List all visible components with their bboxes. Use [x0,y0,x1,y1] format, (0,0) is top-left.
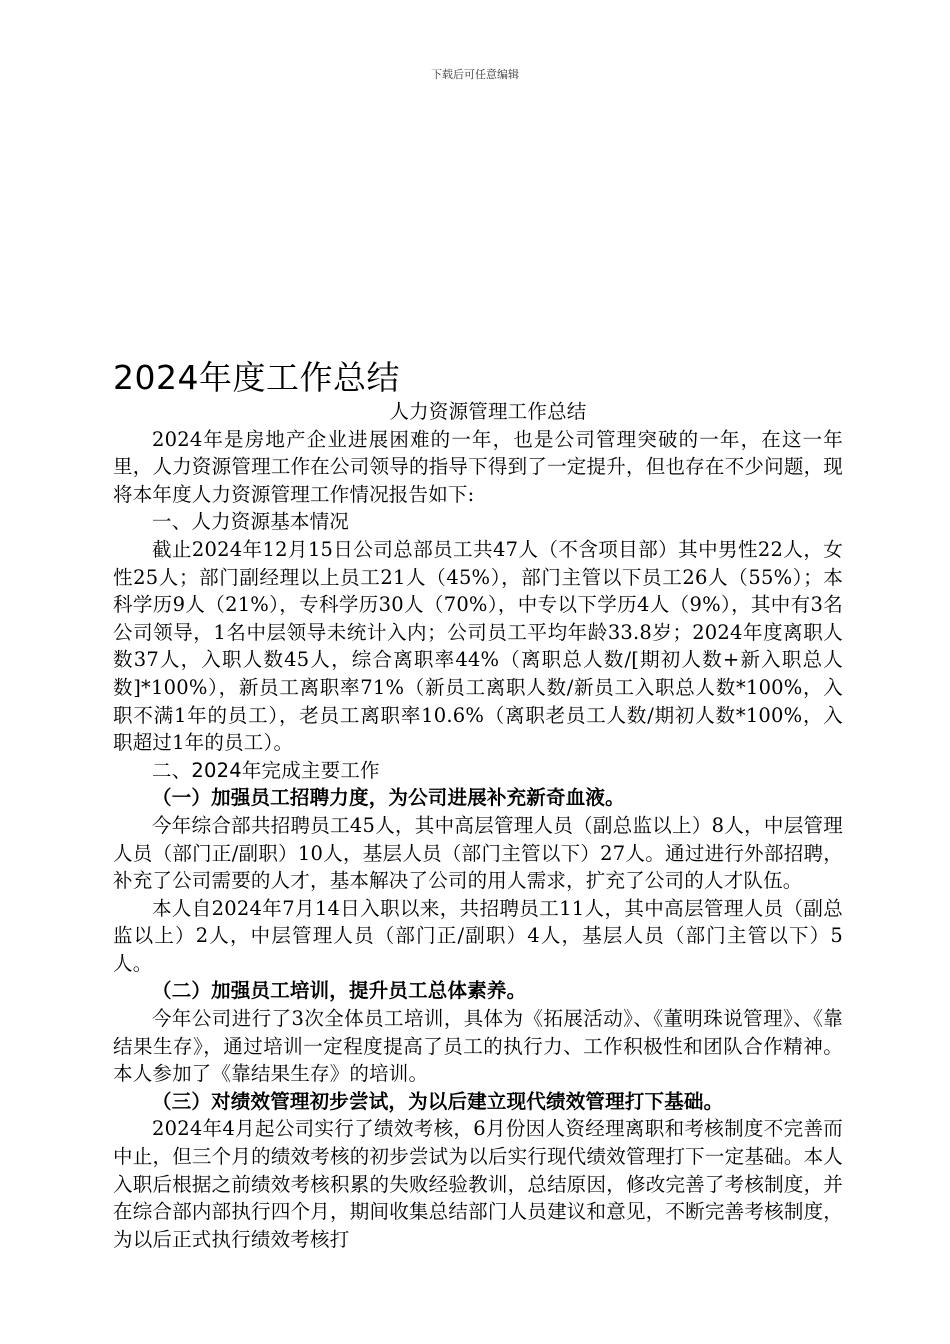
subsection-2-paragraph: 今年公司进行了3次全体员工培训，具体为《拓展活动》、《董明珠说管理》、《靠结果生存》，通过培训一定程度提高了员工的执行力、工作积极性和团队合作精神。本人参加了《靠结果生存》的培训。 [113,1007,843,1086]
subsection-heading-2: （二）加强员工培训，提升员工总体素养。 [152,979,527,1003]
subsection-heading-3: （三）对绩效管理初步尝试，为以后建立现代绩效管理打下基础。 [152,1089,724,1113]
subsection-1-paragraph-2: 本人自2024年7月14日入职以来，共招聘员工11人，其中高层管理人员（副总监以上）2人，中层管理人员（部门正/副职）4人，基层人员（部门主管以下）5人。 [113,896,843,975]
subsection-heading-1: （一）加强员工招聘力度，为公司进展补充新奇血液。 [152,786,625,810]
section-heading-2: 二、2024年完成主要工作 [152,758,380,782]
intro-paragraph: 2024年是房地产企业进展困难的一年，也是公司管理突破的一年，在这一年里，人力资源管理工作在公司领导的指导下得到了一定提升，但也存在不少问题，现将本年度人力资源管理工作情况报告如下: [113,427,843,506]
subsection-1-paragraph-1: 今年综合部共招聘员工45人，其中高层管理人员（副总监以上）8人，中层管理人员（部门正/副职）10人，基层人员（部门主管以下）27人。通过进行外部招聘，补充了公司需要的人才，基本解决了公司的用人需求，扩充了公司的人才队伍。 [113,813,843,893]
subsection-3-paragraph: 2024年4月起公司实行了绩效考核，6月份因人资经理离职和考核制度不完善而中止，但三个月的绩效考核的初步尝试为以后实行现代绩效管理打下一定基础。本人入职后根据之前绩效考核积累的失败经验教训，总结原因，修改完善了考核制度，并在综合部内部执行四个月，期间收集总结部门人员建议和意见，不断完善考核制度，为以后正式执行绩效考核打 [113,1117,843,1251]
document-title: 2024年度工作总结 [113,358,400,397]
document-body [113,398,843,1253]
section-1-paragraph: 截止2024年12月15日公司总部员工共47人（不含项目部）其中男性22人，女性25人；部门副经理以上员工21人（45%），部门主管以下员工26人（55%）；本科学历9人（21%），专科学历30人（70%），中专以下学历4人（9%），其中有3名公司领导，1名中层领导未统计入内；公司员工平均年龄33.8岁；2024年度离职人数37人，入职人数45人，综合离职率44%（离职总人数/[期初人数+新入职总人数]*100%），新员工离职率71%（新员工离职人数/新员工入职总人数*100%，入职不满1年的员工），老员工离职率10.6%（离职老员工人数/期初人数*100%，入职超过1年的员工）。 [113,537,843,755]
header-note: 下载后可任意编辑 [431,68,519,81]
document-subtitle: 人力资源管理工作总结 [389,400,587,423]
section-heading-1: 一、人力资源基本情况 [152,510,350,534]
